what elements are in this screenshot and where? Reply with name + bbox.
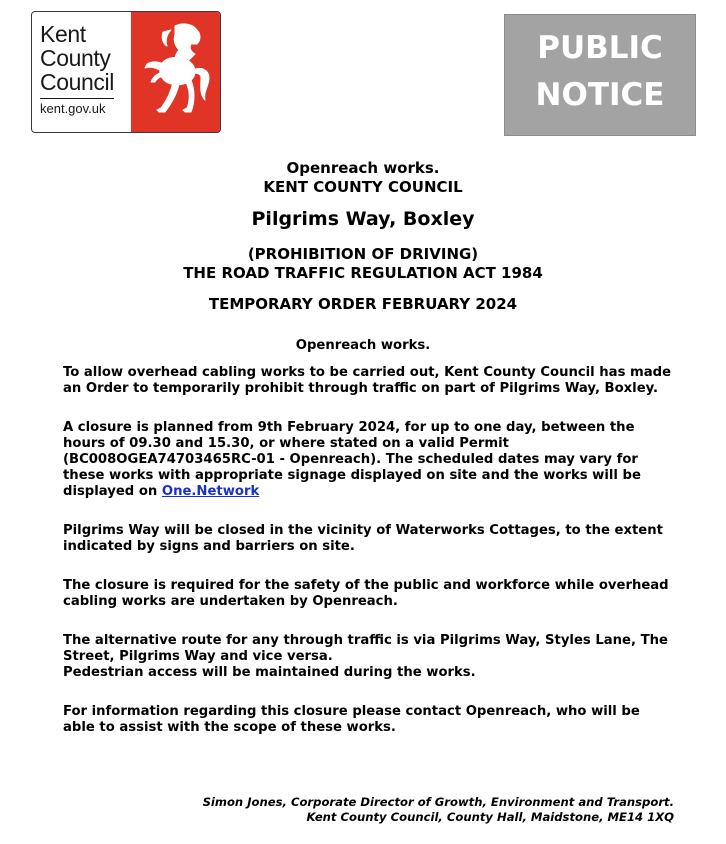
paragraph-line: Street, Pilgrims Way and vice versa. bbox=[63, 649, 333, 664]
paragraph-line: For information regarding this closure please contact Openreach, who will be bbox=[63, 704, 640, 719]
paragraph-line: (BC008OGEA74703465RC-01 - Openreach). The scheduled dates may vary for bbox=[63, 452, 638, 467]
paragraph-line-with-link bbox=[63, 484, 683, 500]
paragraph-line: To allow overhead cabling works to be carried out, Kent County Council has made bbox=[63, 365, 672, 380]
paragraph-line: Pedestrian access will be maintained during the works. bbox=[63, 665, 476, 680]
signature-line-2: Kent County Council, County Hall, Maidstone, ME14 1XQ bbox=[306, 810, 674, 824]
paragraph-line: indicated by signs and barriers on site. bbox=[63, 539, 355, 554]
paragraph-contact bbox=[63, 704, 683, 736]
paragraph-location bbox=[63, 523, 683, 555]
notice-line-2: NOTICE bbox=[535, 77, 665, 113]
paragraph-reason bbox=[63, 578, 683, 610]
logo-url: kent.gov.uk bbox=[40, 98, 114, 116]
notice-line-1: PUBLIC bbox=[537, 30, 663, 66]
intro-line: Openreach works. bbox=[295, 338, 431, 353]
heading-council: KENT COUNTY COUNCIL bbox=[263, 178, 463, 196]
paragraph-schedule bbox=[63, 420, 683, 500]
logo-emblem-panel bbox=[131, 12, 221, 132]
heading-order-date: TEMPORARY ORDER FEBRUARY 2024 bbox=[208, 295, 518, 313]
paragraph-line: The alternative route for any through traffic is via Pilgrims Way, Styles Lane, The bbox=[63, 633, 668, 648]
paragraph-line: Pilgrims Way will be closed in the vicinity of Waterworks Cottages, to the extent bbox=[63, 523, 663, 538]
logo-line-2: County bbox=[40, 45, 111, 71]
logo-line-1: Kent bbox=[40, 21, 86, 47]
paragraph-line: A closure is planned from 9th February 2024, for up to one day, between the bbox=[63, 420, 635, 435]
heading-works: Openreach works. bbox=[286, 159, 440, 177]
kent-county-council-logo bbox=[31, 11, 221, 133]
heading-prohibition: (PROHIBITION OF DRIVING) bbox=[247, 245, 479, 263]
white-horse-icon bbox=[135, 20, 217, 124]
logo-line-3: Council bbox=[40, 69, 114, 95]
paragraph-line: cabling works are undertaken by Openreach. bbox=[63, 594, 398, 609]
logo-wordmark bbox=[40, 22, 130, 116]
heading-act: THE ROAD TRAFFIC REGULATION ACT 1984 bbox=[183, 264, 543, 282]
paragraph-line: hours of 09.30 and 15.30, or where stated on a valid Permit bbox=[63, 436, 509, 451]
paragraph-diversion bbox=[63, 633, 683, 681]
link-prefix: displayed on bbox=[63, 484, 162, 499]
paragraph-line: The closure is required for the safety of the public and workforce while overhead bbox=[63, 578, 669, 593]
heading-road: Pilgrims Way, Boxley bbox=[251, 208, 475, 230]
paragraph-line: an Order to temporarily prohibit through traffic on part of Pilgrims Way, Boxley. bbox=[63, 381, 659, 396]
signature-block bbox=[114, 795, 674, 825]
public-notice-badge bbox=[504, 14, 696, 136]
one-network-link[interactable]: One.Network bbox=[161, 484, 260, 499]
signature-line-1: Simon Jones, Corporate Director of Growth, Environment and Transport. bbox=[202, 795, 674, 809]
paragraph-line: these works with appropriate signage displayed on site and the works will be bbox=[63, 468, 641, 483]
paragraph-line: able to assist with the scope of these works. bbox=[63, 720, 396, 735]
paragraph-purpose bbox=[63, 365, 683, 397]
